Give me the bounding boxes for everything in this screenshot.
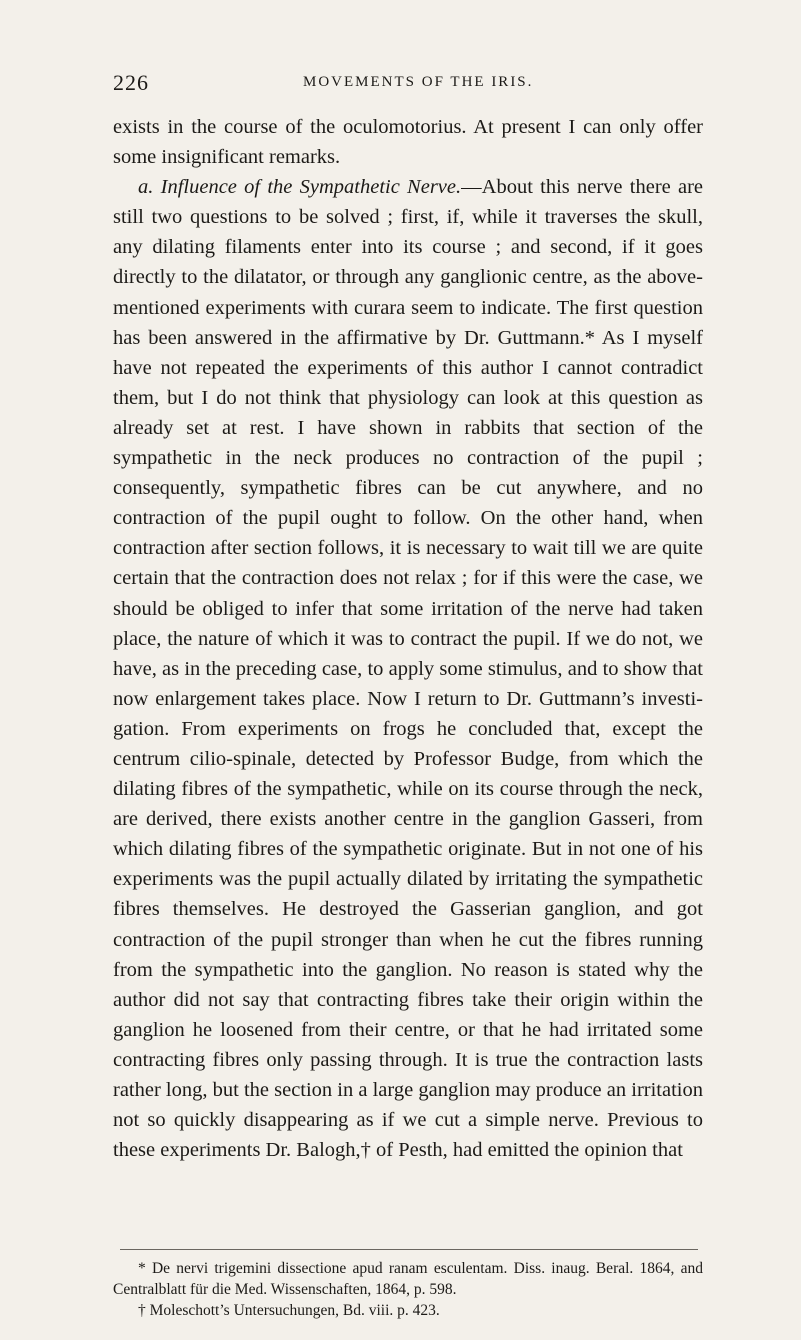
footnotes bbox=[113, 1258, 703, 1321]
footnote-dagger: † Moleschott’s Untersuchungen, Bd. viii. p. 423. bbox=[138, 1302, 440, 1319]
opening-paragraph: exists in the course of the oculomotorius. At present I can only offer some insignificant remarks. bbox=[113, 116, 703, 169]
section-title: Influence of the Sympathetic Nerve. bbox=[160, 176, 462, 199]
footnote-rule bbox=[120, 1249, 698, 1250]
page-number: 226 bbox=[113, 70, 149, 95]
footnote-star: * De nervi trigemini dissectione apud ranam esculentam. Diss. inaug. Beral. 1864, and Centralblatt für die Med. Wissenschaften, 1864, p. 598. bbox=[113, 1260, 703, 1298]
running-head: MOVEMENTS OF THE IRIS. bbox=[303, 74, 534, 90]
section-text: —About this nerve there are still two questions to be solved ; first, if, while it traverses the skull, any dilating filaments enter into its course ; and second, if it goes directly to the dilatator, or through any ganglionic centre, as the above-mentioned experiments with curara seem to indicate. The first question has been answered in the affirmative by Dr. Guttmann.* As I myself have not repeated the experiments of this author I cannot contradict them, but I do not think that physiology can look at this question as already set at rest. I have shown in rabbits that section of the sympathetic in the neck produces no contraction of the pupil ; consequently, sympathetic fibres can be cut anywhere, and no contraction of the pupil ought to follow. On the other hand, when contraction after section follows, it is necessary to wait till we are quite certain that the contraction does not relax ; for if this were the case, we should be obliged to infer that some irritation of the nerve had taken place, the nature of which it was to contract the pupil. If we do not, we have, as in the preceding case, to apply some stimulus, and to show that now enlargement takes place. Now I return to Dr. Guttmann’s investi-gation. From experiments on frogs he concluded that, except the centrum cilio-spinale, detected by Professor Budge, from which the dilating fibres of the sympathetic, while on its course through the neck, are derived, there exists another centre in the ganglion Gasseri, from which dilating fibres of the sympathetic originate. But in not one of his experiments was the pupil actually dilated by irritating the sympathetic fibres themselves. He destroyed the Gasserian ganglion, and got contraction of the pupil stronger than when he cut the fibres running from the sympathetic into the ganglion. No reason is stated why the author did not say that contracting fibres take their origin within the ganglion he loosened from their centre, or that he had irritated some contracting fibres only passing through. It is true the contraction lasts rather long, but the section in a large ganglion may produce an irritation not so quickly disappearing as if we cut a simple nerve. Previous to these experiments Dr. Balogh,† of Pesth, had emitted the opinion that bbox=[113, 176, 704, 1162]
section-label: a. bbox=[138, 176, 154, 199]
section-paragraph bbox=[113, 172, 703, 1165]
page-header bbox=[113, 70, 703, 100]
body-text bbox=[113, 112, 703, 1165]
